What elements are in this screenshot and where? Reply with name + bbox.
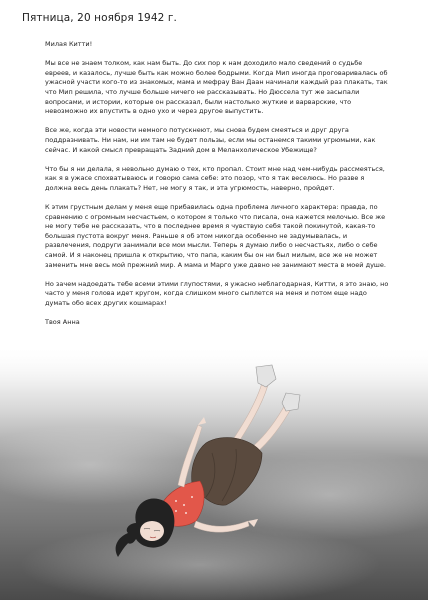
signature: Твоя Анна bbox=[45, 318, 80, 327]
paragraph-3: Что бы я ни делала, я невольно думаю о тех, кто пропал. Стоит мне над чем-нибудь рассмеяться, как я в ужасе спохватываюсь и говорю сама себе: это позор, что я так веселюсь. Но разве я должна весь день плакать? Нет, не могу я так, и эта угрюмость, наверно, пройдет. bbox=[45, 164, 385, 192]
diary-entry-body bbox=[45, 40, 390, 337]
paragraph-4: К этим грустным делам у меня еще прибавилась одна проблема личного характера: правда, по сравнению с огромным несчастьем, о котором я только что писала, она кажется мелочью. Все же не могу тебе не рассказать, что в последнее время я чувствую себя такой покинутой, какая-то большая пустота вокруг меня. Раньше я об этом никогда особенно не задумывалась, и развлечения, подруги занимали все мои мысли. Теперь я думаю либо о несчастьях, либо о себе самой. И я наконец пришла к открытию, что папа, каким бы он ни был милым, все же не может заменить мне весь мой прежний мир. А мама и Марго уже давно не занимают места в моей душе. bbox=[45, 203, 386, 269]
falling-girl-illustration bbox=[0, 345, 428, 600]
paragraph-2: Все же, когда эти новости немного потускнеют, мы снова будем смеяться и друг друга поддразнивать. Ни нам, ни им там не будет пользы, если мы останемся такими угрюмыми, как сейчас. И какой смысл превращать Задний дом в Меланхолическое Убежище? bbox=[45, 126, 376, 154]
salutation: Милая Китти! bbox=[45, 40, 93, 48]
diary-date-heading: Пятница, 20 ноября 1942 г. bbox=[22, 12, 177, 24]
paragraph-5: Но зачем надоедать тебе всеми этими глупостями, я ужасно неблагодарная, Китти, я это знаю, но часто у меня голова идет кругом, когда слишком много сыплется на меня и потом еще надо думать обо всех других кошмарах! bbox=[45, 279, 389, 308]
right-sock bbox=[282, 393, 300, 411]
paragraph-1: Мы все не знаем толком, как нам быть. До сих пор к нам доходило мало сведений о судьбе евреев, и казалось, лучше быть как можно более бодрыми. Когда Мип иногда проговаривалась об ужасной участи кого-то из знакомых, мама и мефрау Ван Даан начинали каждый раз плакать, так что Мип решила, что лучше больше ничего не рассказывать. Но Дюссела тут же засыпали вопросами, и истории, которые он рассказал, были настолько жуткие и варварские, что невозможно их впустить в одно ухо и через другое выпустить. bbox=[45, 59, 388, 116]
